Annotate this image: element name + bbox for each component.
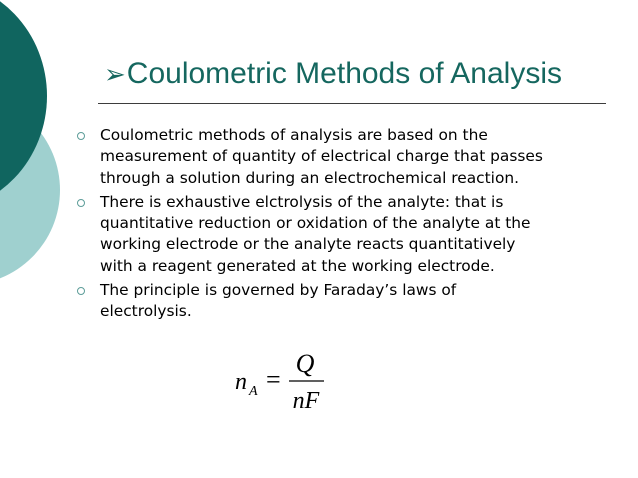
bullet-item [72, 280, 622, 323]
slide-title-text: Coulometric Methods of Analysis [126, 57, 562, 90]
arrow-bullet-icon: ➢ [104, 60, 126, 90]
faraday-formula [232, 344, 342, 416]
bullet-line: through a solution during an electrochemical reaction. [100, 168, 520, 187]
bullet-line: measurement of quantity of electrical charge that passes [100, 147, 543, 166]
bullet-item [72, 125, 622, 189]
slide-title [104, 56, 562, 93]
formula-lhs-symbol: n [235, 369, 247, 395]
bullet-line: electrolysis. [100, 302, 192, 321]
formula-equals: = [266, 365, 281, 394]
bullet-item [72, 192, 622, 277]
bullet-line: working electrode or the analyte reacts quantitatively [100, 235, 516, 254]
bullet-list [72, 125, 622, 326]
bullet-line: There is exhaustive elctrolysis of the analyte: that is [100, 192, 504, 211]
bullet-line: Coulometric methods of analysis are based on the [100, 126, 488, 144]
bullet-line: quantitative reduction or oxidation of the analyte at the [100, 214, 531, 233]
bullet-line: The principle is governed by Faraday’s laws of [100, 281, 457, 300]
circle-bullet-icon [77, 199, 85, 207]
circle-bullet-icon [77, 287, 85, 295]
formula-numerator: Q [295, 349, 315, 378]
formula-denominator: nF [292, 388, 320, 414]
formula-lhs-subscript: A [249, 384, 258, 399]
bullet-line: with a reagent generated at the working electrode. [100, 256, 495, 275]
circle-bullet-icon [77, 132, 85, 140]
title-divider [98, 103, 606, 104]
